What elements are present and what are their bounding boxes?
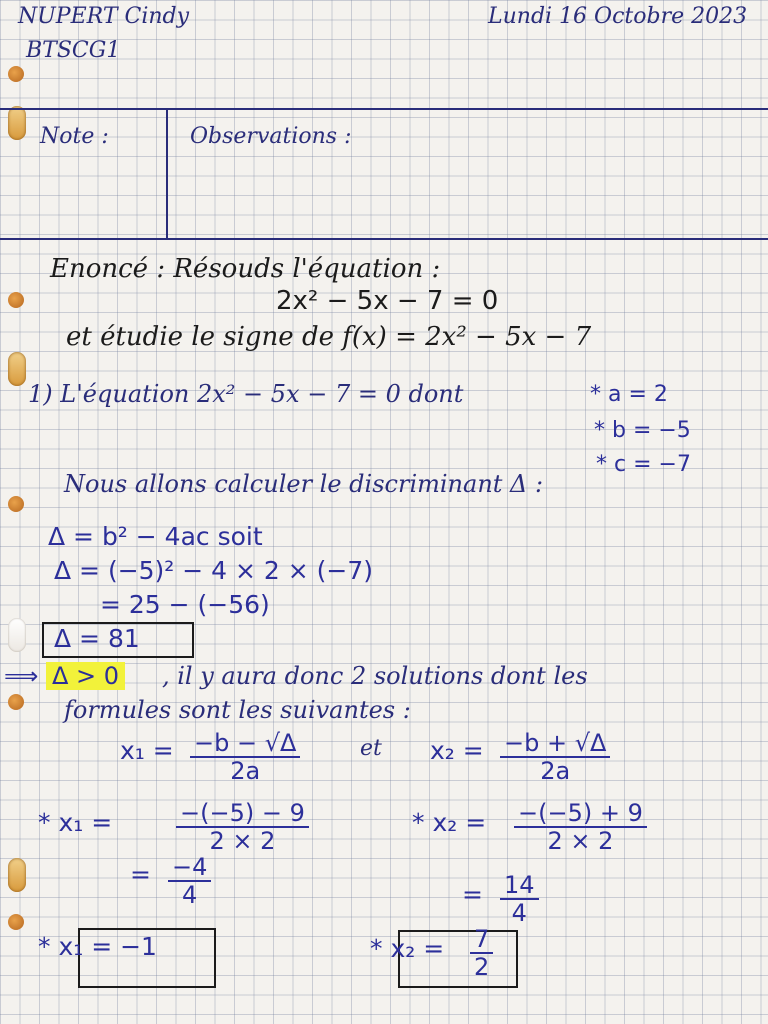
statement-line-2: et étudie le signe de f(x) = 2x² − 5x − 7: [66, 322, 592, 352]
x2-result-label: * x₂ =: [370, 934, 445, 963]
x2-step-numerator: 14: [500, 872, 539, 900]
x1-calc-label: * x₁ =: [38, 808, 113, 837]
x2-formula-denominator: 2a: [540, 757, 571, 786]
statement-title: Enoncé : Résouds l'équation :: [50, 254, 441, 284]
grading-divider: [166, 108, 168, 238]
grading-top-line: [0, 108, 768, 110]
x1-label: x₁ =: [120, 736, 174, 765]
x2-formula: [500, 730, 610, 785]
delta-result-box: [42, 622, 194, 658]
delta-result: Δ = 81: [54, 624, 140, 653]
delta-formula: Δ = b² − 4ac soit: [48, 522, 263, 551]
x1-formula-denominator: 2a: [230, 757, 261, 786]
x2-label: x₂ =: [430, 736, 484, 765]
x1-step-numerator: −4: [168, 854, 211, 882]
x1-formula-numerator: −b − √Δ: [190, 730, 300, 758]
binder-ring: [8, 352, 26, 386]
x1-step-denominator: 4: [182, 881, 198, 910]
x2-result: [470, 926, 493, 981]
x2-result-denominator: 2: [474, 953, 490, 982]
x2-step-equals: =: [462, 880, 483, 909]
solutions-intro: , il y aura donc 2 solutions dont les: [162, 662, 588, 690]
student-name: NUPERT Cindy: [18, 4, 190, 29]
binder-hole: [8, 292, 24, 308]
binder-hole: [8, 66, 24, 82]
solutions-intro-2: formules sont les suivantes :: [64, 696, 411, 724]
delta-calculation: = 25 − (−56): [100, 590, 270, 619]
x1-calc-denominator: 2 × 2: [209, 827, 276, 856]
x2-calc: [514, 800, 647, 855]
coefficient-a: * a = 2: [590, 382, 668, 407]
note-label: Note :: [40, 124, 109, 149]
x1-formula: [190, 730, 300, 785]
delta-sign-highlight: Δ > 0: [46, 662, 125, 690]
binder-ring: [8, 858, 26, 892]
class-label: BTSCG1: [26, 38, 121, 63]
binder-hole: [8, 496, 24, 512]
observations-label: Observations :: [190, 124, 352, 149]
binder-ring: [8, 618, 26, 652]
statement-equation: 2x² − 5x − 7 = 0: [276, 286, 499, 316]
implies-arrow: ⟹: [4, 662, 39, 690]
x2-calc-label: * x₂ =: [412, 808, 487, 837]
part1-intro: 1) L'équation 2x² − 5x − 7 = 0 dont: [28, 380, 464, 408]
x1-result: * x₁ = −1: [38, 932, 157, 961]
binder-hole: [8, 914, 24, 930]
coefficient-b: * b = −5: [594, 418, 691, 443]
delta-sign: [46, 662, 125, 690]
x1-step: [168, 854, 211, 909]
x2-calc-denominator: 2 × 2: [547, 827, 614, 856]
binder-ring: [8, 106, 26, 140]
discriminant-intro: Nous allons calculer le discriminant Δ :: [64, 470, 544, 498]
x2-result-numerator: 7: [470, 926, 493, 954]
grading-bottom-line: [0, 238, 768, 240]
x2-calc-numerator: −(−5) + 9: [514, 800, 647, 828]
delta-substitution: Δ = (−5)² − 4 × 2 × (−7): [54, 556, 374, 585]
coefficient-c: * c = −7: [596, 452, 691, 477]
and-label: et: [360, 736, 382, 761]
x2-step: [500, 872, 539, 927]
date: Lundi 16 Octobre 2023: [488, 4, 748, 29]
x1-calc-numerator: −(−5) − 9: [176, 800, 309, 828]
x2-formula-numerator: −b + √Δ: [500, 730, 610, 758]
x1-calc: [176, 800, 309, 855]
x2-step-denominator: 4: [511, 899, 527, 928]
x1-step-equals: =: [130, 860, 151, 889]
binder-hole: [8, 694, 24, 710]
